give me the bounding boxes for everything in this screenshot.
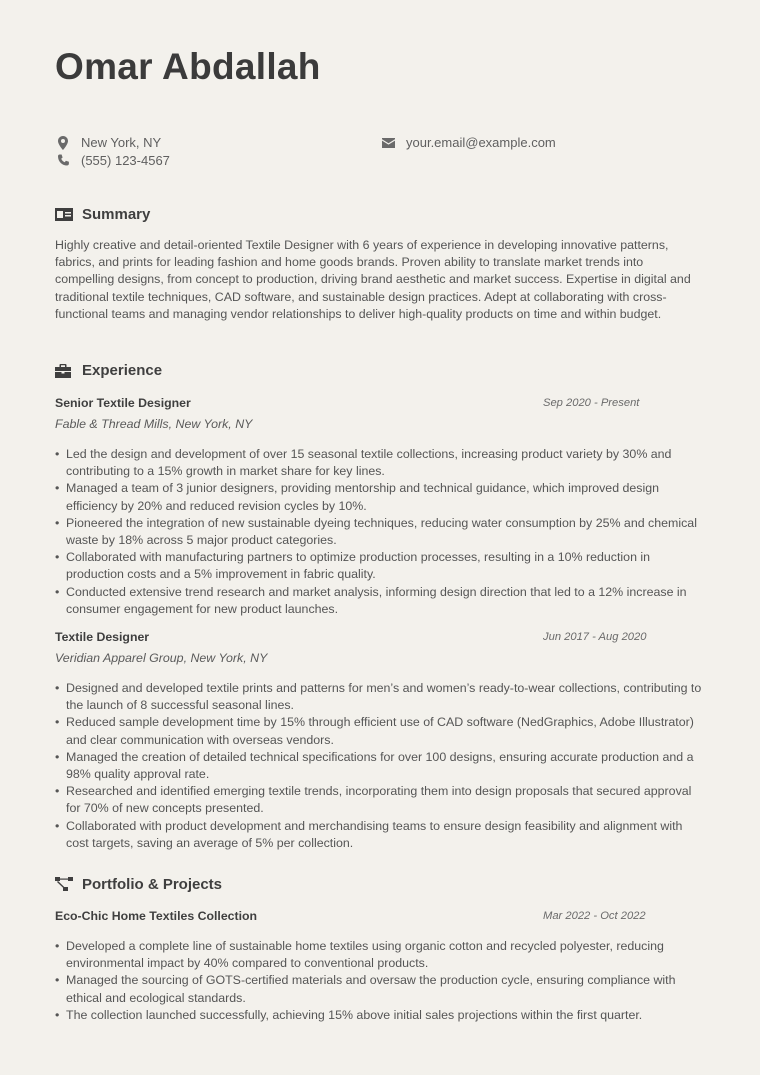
list-item: • Pioneered the integration of new sustainable dyeing techniques, reducing water consumption by 25% and chemical waste by 18% across 5 major product categories.: [55, 515, 705, 549]
experience-heading: [55, 362, 162, 379]
phone-icon: [55, 154, 71, 168]
job-bullets: [55, 680, 705, 852]
list-item: • Led the design and development of over 15 seasonal textile collections, increasing product variety by 30% and contributing to a 15% growth in market share for key lines.: [55, 446, 705, 480]
phone-text: (555) 123-4567: [81, 153, 170, 168]
map-pin-icon: [55, 136, 71, 150]
email-text[interactable]: your.email@example.com: [406, 135, 556, 150]
list-item: • Conducted extensive trend research and market analysis, informing design direction that led to a 12% increase in consumer engagement for new product launches.: [55, 584, 705, 618]
list-item: • Managed the sourcing of GOTS-certified materials and oversaw the production cycle, ensuring compliance with ethical and ecological standards.: [55, 972, 705, 1006]
list-item: • Managed a team of 3 junior designers, providing mentorship and technical guidance, which improved design efficiency by 20% and reduced revision cycles by 10%.: [55, 480, 705, 514]
contact-location: [55, 135, 161, 150]
envelope-icon: [380, 136, 396, 150]
job-company: Fable & Thread Mills, New York, NY: [55, 417, 253, 431]
list-item: • The collection launched successfully, achieving 15% above initial sales projections within the first quarter.: [55, 1007, 705, 1024]
briefcase-icon: [55, 363, 73, 379]
list-item: • Reduced sample development time by 15% through efficient use of CAD software (NedGraphics, Adobe Illustrator) and clear communication with overseas vendors.: [55, 714, 705, 748]
job-bullets: [55, 446, 705, 618]
summary-text: Highly creative and detail-oriented Textile Designer with 6 years of experience in developing innovative patterns, fabrics, and prints for leading fashion and home goods brands. Proven ability to translate market trends into compelling designs, from concept to production, driving brand aesthetic and market success. Expertise in digital and traditional textile techniques, CAD software, and sustainable design practices. Adept at collaborating with cross-functional teams and managing vendor relationships to deliver high-quality products on time and within budget.: [55, 238, 691, 321]
portfolio-heading-text: Portfolio & Projects: [82, 876, 223, 893]
contact-phone: [55, 153, 170, 168]
list-item: • Developed a complete line of sustainable home textiles using organic cotton and recycled polyester, reducing environmental impact by 40% compared to conventional products.: [55, 938, 705, 972]
portfolio-heading: [55, 876, 222, 893]
contact-email[interactable]: [380, 135, 556, 150]
job-title: Textile Designer: [55, 630, 150, 644]
job-date: Jun 2017 - Aug 2020: [543, 631, 647, 643]
project-date: Mar 2022 - Oct 2022: [543, 910, 646, 922]
list-item: • Managed the creation of detailed technical specifications for over 100 designs, ensuring accurate production and a 98% quality approval rate.: [55, 749, 705, 783]
list-item: • Researched and identified emerging textile trends, incorporating them into design proposals that secured approval for 70% of new concepts presented.: [55, 783, 705, 817]
summary-heading-text: Summary: [82, 206, 151, 223]
list-item: • Collaborated with manufacturing partners to optimize production processes, resulting in a 10% reduction in production costs and a 5% improvement in fabric quality.: [55, 549, 705, 583]
job-date: Sep 2020 - Present: [543, 397, 640, 409]
job-company: Veridian Apparel Group, New York, NY: [55, 651, 268, 665]
summary-heading: [55, 206, 150, 223]
id-card-icon: [55, 207, 73, 223]
job-title: Senior Textile Designer: [55, 396, 191, 410]
project-bullets: [55, 938, 705, 1024]
project-title: Eco-Chic Home Textiles Collection: [55, 909, 258, 923]
diagram-icon: [55, 877, 73, 893]
candidate-name: Omar Abdallah: [55, 46, 321, 87]
experience-heading-text: Experience: [82, 362, 163, 379]
location-text: New York, NY: [81, 135, 162, 150]
list-item: • Collaborated with product development and merchandising teams to ensure design feasibility and alignment with cost targets, saving an average of 5% per collection.: [55, 818, 705, 852]
list-item: • Designed and developed textile prints and patterns for men’s and women’s ready-to-wear collections, contributing to the launch of 8 successful seasonal lines.: [55, 680, 705, 714]
